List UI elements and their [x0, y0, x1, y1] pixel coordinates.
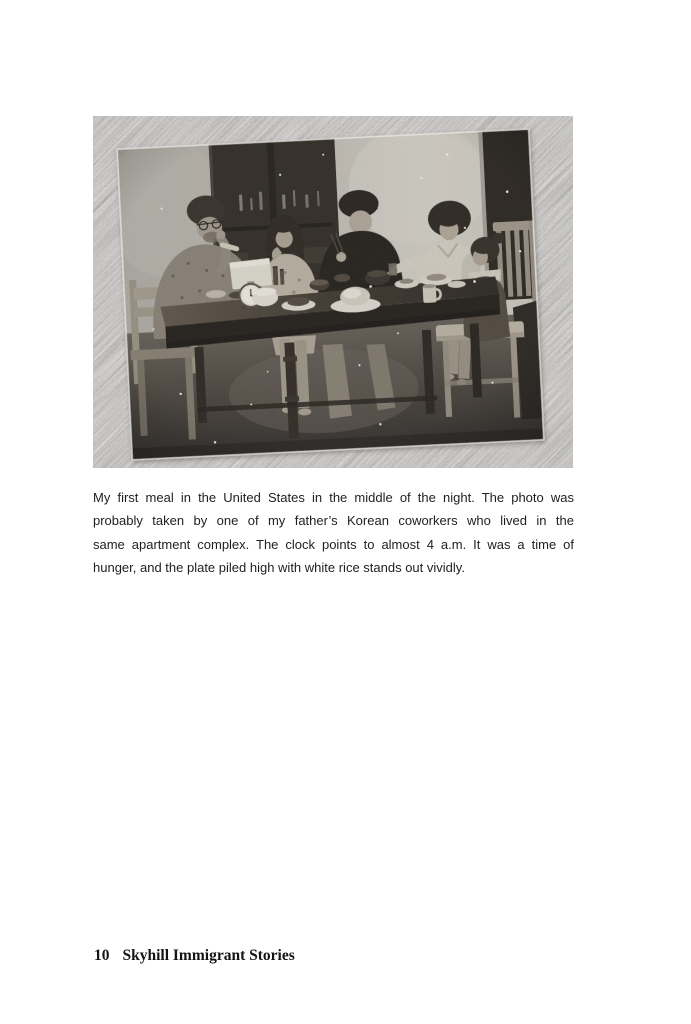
caption-line: My first meal in the United States in the middle of the night. The photo was: [93, 490, 574, 505]
caption-line: probably taken by one of my father’s Korean coworkers who lived in the: [93, 513, 574, 529]
page-footer: [94, 947, 295, 965]
page-number: 10: [94, 947, 110, 964]
caption-line: hunger, and the plate piled high with white rice stands out vividly.: [93, 560, 465, 576]
book-title: Skyhill Immigrant Stories: [122, 947, 295, 964]
photograph: [101, 119, 544, 462]
scanned-photo-figure: [93, 116, 573, 468]
family-dinner-photo: [93, 116, 573, 468]
photo-caption: [93, 486, 574, 580]
caption-line: same apartment complex. The clock points to almost 4 a.m. It was a time of: [93, 536, 574, 552]
